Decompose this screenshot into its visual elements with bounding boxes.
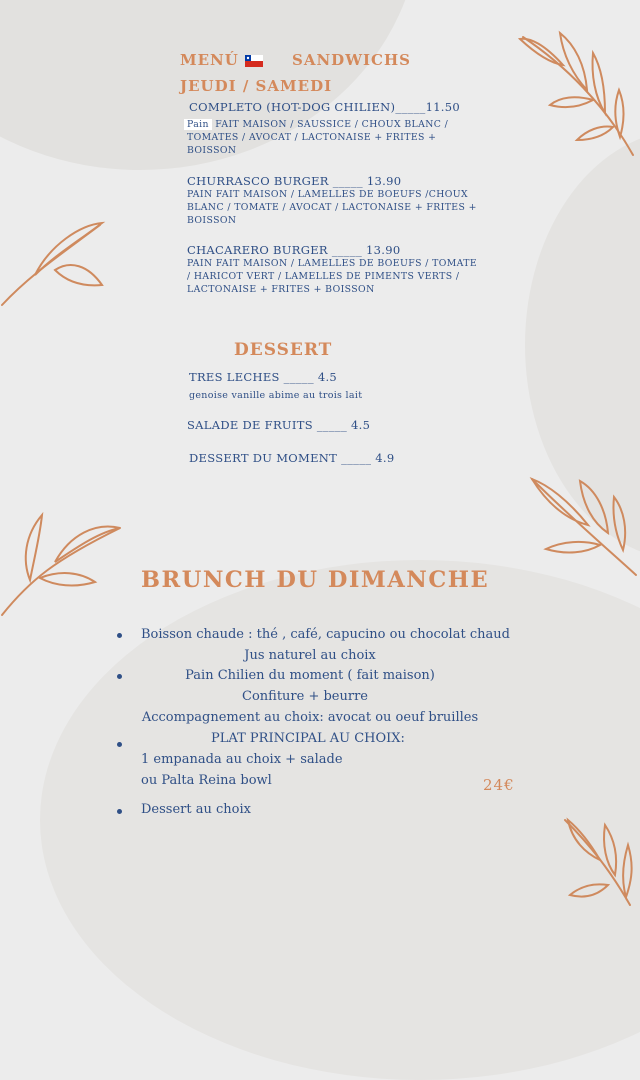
leaf-branch-icon: [0, 510, 125, 620]
dessert-title: DESSERT: [234, 340, 333, 360]
bullet: [117, 742, 122, 747]
bullet: [117, 633, 122, 638]
brunch-line: Boisson chaude : thé , café, capucino ou chocolat chaud: [141, 627, 510, 642]
sandwichs-label: SANDWICHS: [292, 51, 411, 69]
leaf-branch-icon: [560, 815, 640, 906]
dessert-item: SALADE DE FRUITS _____ 4.5: [187, 418, 371, 432]
item-description: PAIN FAIT MAISON / LAMELLES DE BOEUFS /CHOUX: [187, 189, 469, 200]
leaf-branch-icon: [0, 215, 110, 310]
item-title: CHURRASCO BURGER _____ 13.90: [187, 174, 402, 188]
brunch-line: PLAT PRINCIPAL AU CHOIX:: [211, 731, 405, 746]
item-description: TOMATES / AVOCAT / LACTONAISE + FRITES +: [187, 132, 437, 143]
brunch-price: 24€: [483, 776, 515, 794]
item-description: PAIN FAIT MAISON / LAMELLES DE BOEUFS / TOMATE: [187, 258, 478, 269]
bullet: [117, 809, 122, 814]
highlighted-word: Pain: [184, 119, 212, 130]
brunch-line: Dessert au choix: [141, 802, 251, 817]
brunch-line: ou Palta Reina bowl: [141, 773, 272, 788]
item-title: CHACARERO BURGER _____ 13.90: [187, 243, 401, 257]
item-description: BOISSON: [187, 215, 237, 226]
item-description: BLANC / TOMATE / AVOCAT / LACTONAISE + FRITES +: [187, 202, 477, 213]
menu-label: MENÚ: [180, 51, 239, 69]
dessert-item: TRES LECHES _____ 4.5: [189, 370, 338, 384]
brunch-line: Pain Chilien du moment ( fait maison): [185, 668, 435, 683]
leaf-branch-icon: [528, 475, 640, 580]
brunch-line: Jus naturel au choix: [244, 648, 376, 663]
dessert-item: DESSERT DU MOMENT _____ 4.9: [189, 451, 395, 465]
brunch-line: Confiture + beurre: [242, 689, 368, 704]
item-title: COMPLETO (HOT-DOG CHILIEN)_____11.50: [189, 100, 460, 114]
item-description: LACTONAISE + FRITES + BOISSON: [187, 284, 375, 295]
item-description: / HARICOT VERT / LAMELLES DE PIMENTS VERTS /: [187, 271, 460, 282]
item-description: BOISSON: [187, 145, 237, 156]
brunch-line: Accompagnement au choix: avocat ou oeuf bruilles: [141, 710, 479, 725]
dessert-note: genoise vanille abime au trois lait: [189, 390, 363, 401]
item-description: Pain FAIT MAISON / SAUSSICE / CHOUX BLANC /: [187, 118, 448, 131]
chile-flag-icon: [245, 55, 263, 67]
brunch-line: 1 empanada au choix + salade: [141, 752, 343, 767]
leaf-branch-icon: [515, 25, 640, 165]
days-label: JEUDI / SAMEDI: [180, 77, 333, 95]
brunch-title: BRUNCH DU DIMANCHE: [141, 567, 490, 593]
bullet: [117, 674, 122, 679]
